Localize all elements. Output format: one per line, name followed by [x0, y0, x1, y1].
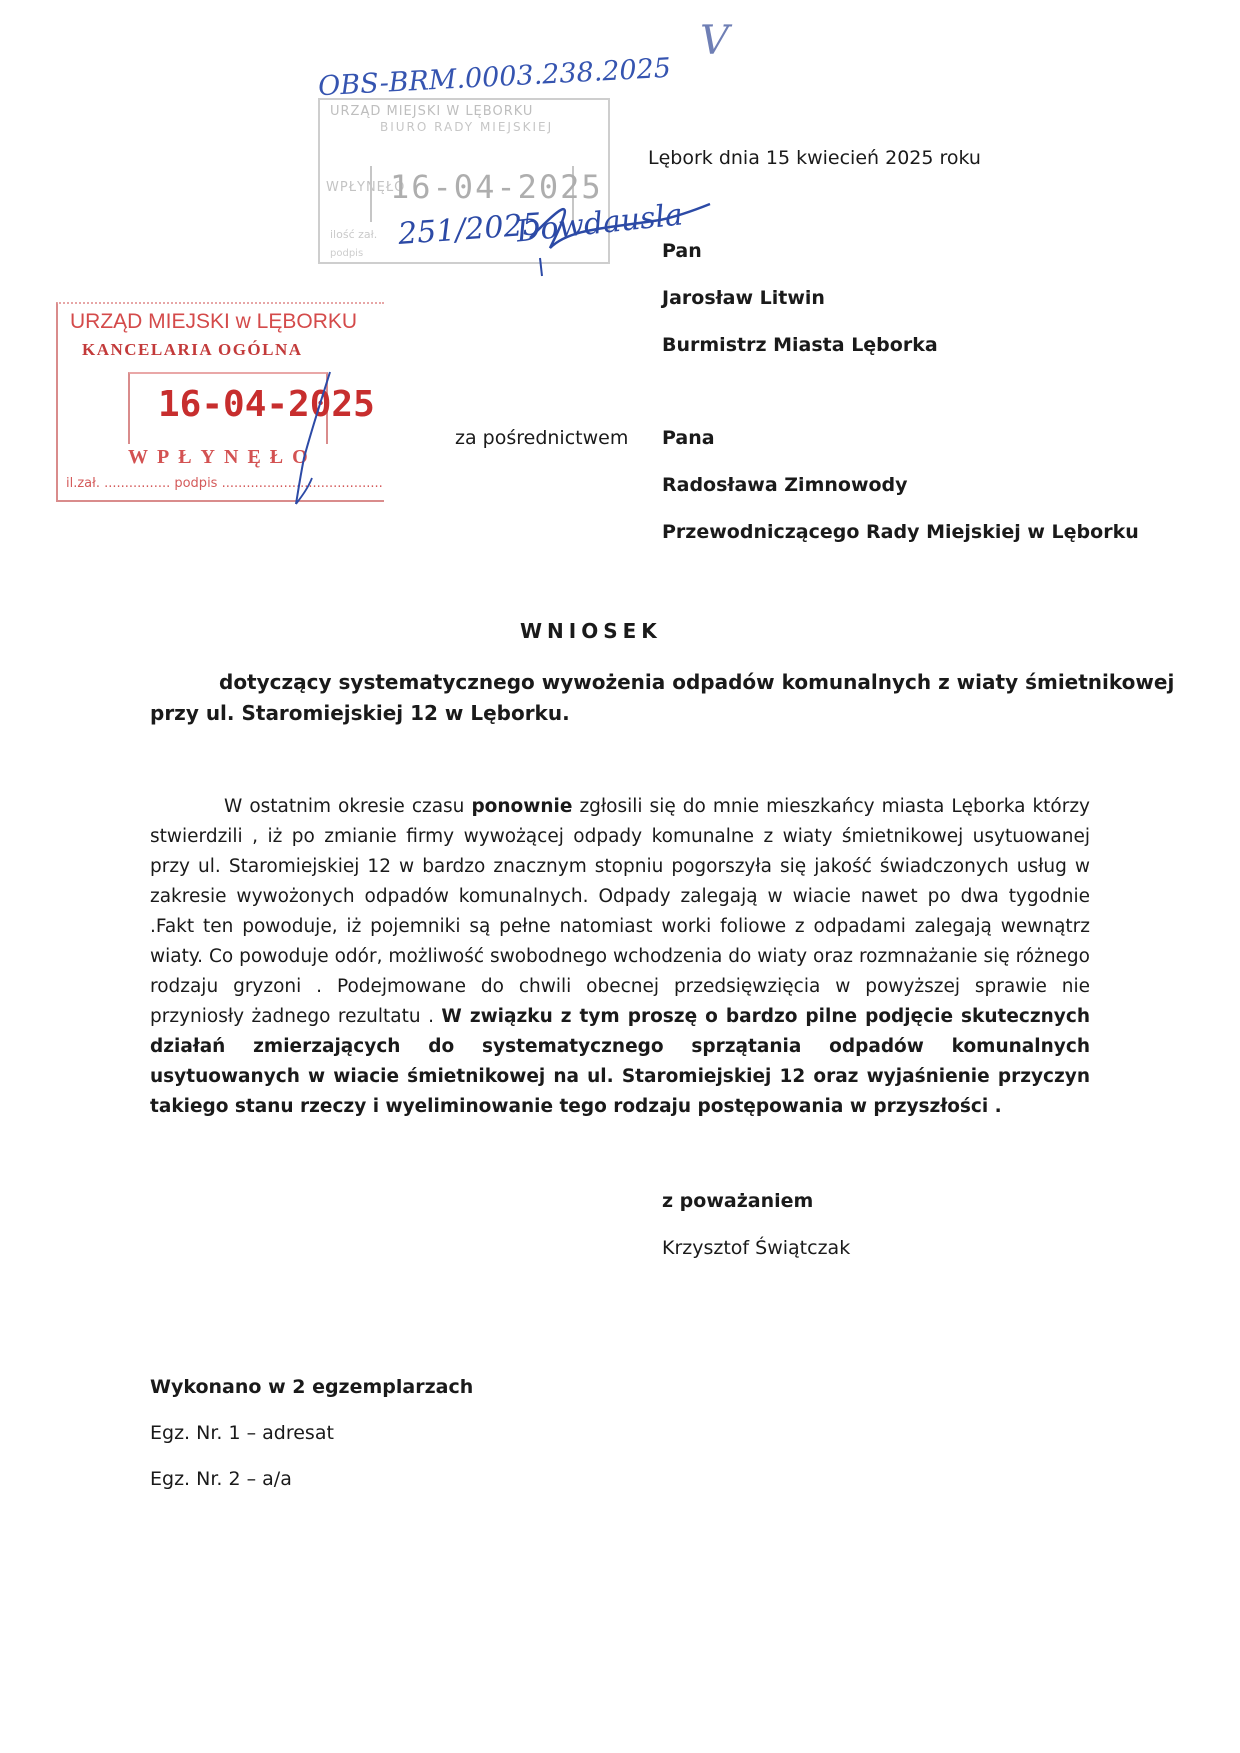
copies-heading: Wykonano w 2 egzemplarzach — [150, 1376, 474, 1398]
body-paragraph — [150, 792, 1090, 1122]
copy-2: Egz. Nr. 2 – a/a — [150, 1468, 292, 1490]
handwritten-registration-number: 251/2025 — [396, 207, 543, 252]
recipient-role: Burmistrz Miasta Lęborka — [662, 334, 938, 356]
copy-1: Egz. Nr. 1 – adresat — [150, 1422, 334, 1444]
body-text-emphasis: ponownie — [471, 796, 573, 817]
office-stamp-title: URZĄD MIEJSKI w LĘBORKU — [70, 310, 358, 333]
recipient-salutation: Pan — [662, 240, 702, 262]
closing-author: Krzysztof Świątczak — [662, 1237, 851, 1259]
handwritten-checkmark: V — [700, 18, 729, 64]
closing-greeting: z poważaniem — [662, 1190, 814, 1212]
office-stamp-received: WPŁYNĘŁO — [128, 446, 317, 468]
handwritten-reference-number: OBS-BRM.0003.238.2025 — [317, 52, 672, 103]
stamp-signature-label: podpis — [330, 248, 364, 259]
body-text-intro: W ostatnim okresie czasu — [224, 796, 472, 817]
stamp-date: 16-04-2025 — [390, 168, 603, 206]
stamp-line1: URZĄD MIEJSKI W LĘBORKU — [330, 104, 534, 119]
body-text-request: W związku z tym proszę o bardzo pilne podjęcie skutecznych działań zmierzających do systematycznego sprzątania odpadów komunalnych usytuowanych w wiacie śmietnikowej na ul. Staromiejskiej 12 oraz wyjaśnienie przyczyn takiego stanu rzeczy i wyeliminowanie tego rodzaju postępowania w przyszłości . — [150, 1006, 1091, 1117]
via-label: za pośrednictwem — [455, 427, 629, 449]
stamp-line2: BIURO RADY MIEJSKIEJ — [380, 120, 554, 134]
document-title: WNIOSEK — [520, 619, 662, 643]
stamp-attachments-label: ilość zał. — [330, 228, 378, 241]
via-role: Przewodniczącego Rady Miejskiej w Lęborku — [662, 521, 1139, 543]
subject-line-1: dotyczący systematycznego wywożenia odpadów komunalnych z wiaty śmietnikowej — [219, 670, 1175, 694]
via-salutation: Pana — [662, 427, 715, 449]
office-stamp-initials — [282, 368, 342, 508]
body-text-main: zgłosili się do mnie mieszkańcy miasta Lęborka którzy stwierdzili , iż po zmianie firmy wywożącej odpady komunalne z wiaty śmietnikowej usytuowanej przy ul. Staromiejskiej 12 w bardzo znacznym stopniu pogorszyła się jakość świadczonych usług w zakresie wywożonych odpadów komunalnych. Odpady zalegają w wiacie nawet po dwa tygodnie .Fakt ten powoduje, iż pojemniki są pełne natomiast worki foliowe z odpadami zalegają wewnątrz wiaty. Co powoduje odór, możliwość swobodnego wchodzenia do wiaty oraz rozmnażanie się różnego rodzaju gryzoni . Podejmowane do chwili obecnej przedsięwzięcia w powyższej sprawie nie przyniosły żadnego rezultatu . — [150, 796, 1091, 1027]
stamp-received-label: WPŁYNĘŁO — [326, 180, 406, 195]
office-stamp-date: 16-04-2025 — [158, 384, 375, 425]
handwritten-signature: Dowdausla — [514, 197, 685, 250]
office-stamp-department: KANCELARIA OGÓLNA — [82, 340, 303, 359]
recipient-name: Jarosław Litwin — [662, 287, 825, 309]
subject-line-2: przy ul. Staromiejskiej 12 w Lęborku. — [150, 701, 570, 725]
office-stamp-footer: il.zał. ................ podpis ....................................... — [66, 476, 383, 491]
place-and-date: Lębork dnia 15 kwiecień 2025 roku — [648, 147, 981, 169]
via-name: Radosława Zimnowody — [662, 474, 908, 496]
